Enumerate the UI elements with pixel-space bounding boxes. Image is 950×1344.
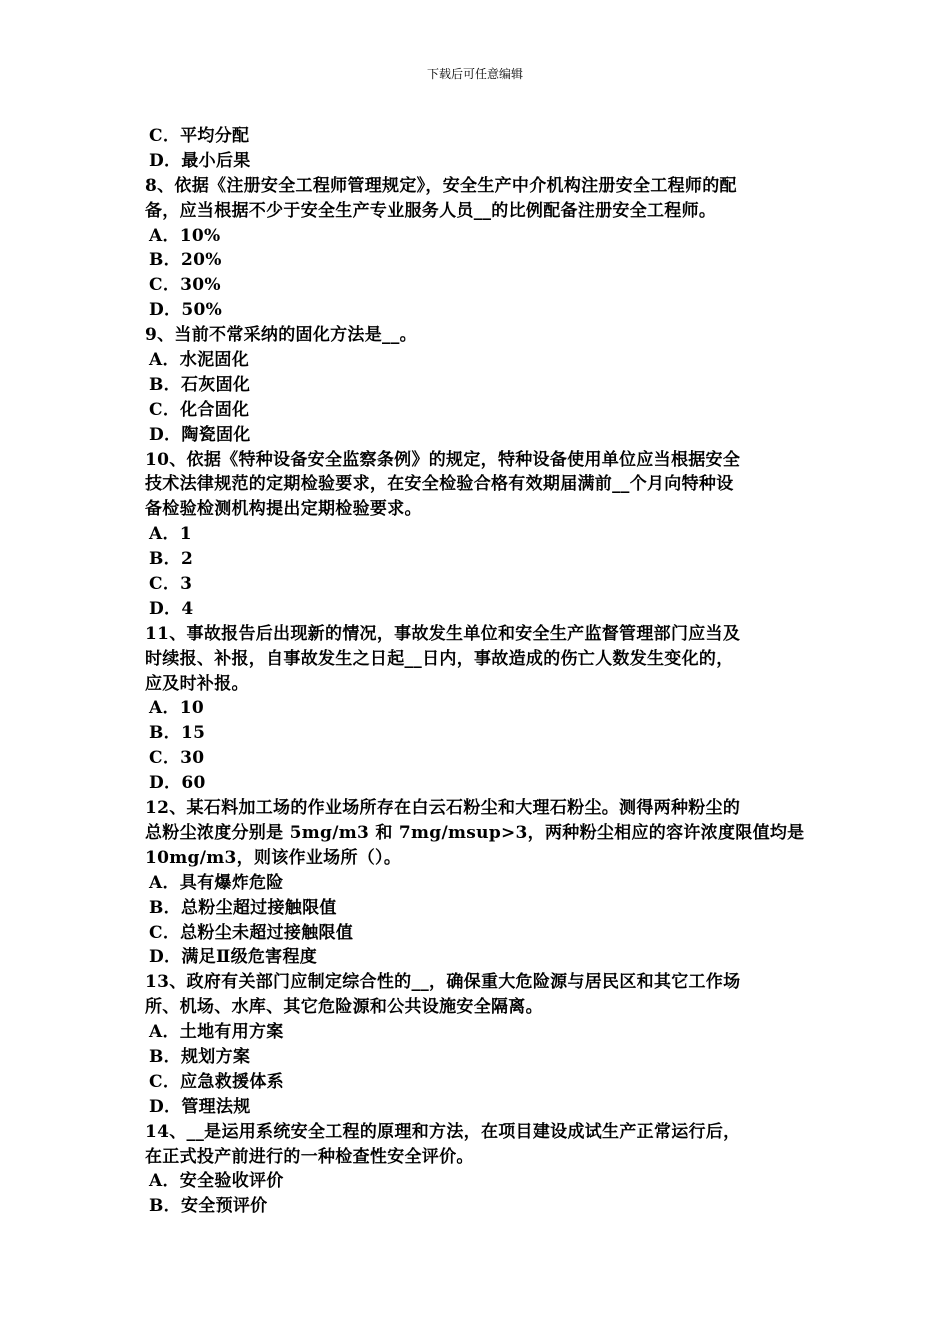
page-header-note: 下载后可任意编辑 (426, 67, 523, 81)
answer-option: C．化合固化 (149, 399, 250, 420)
answer-option: A．安全验收评价 (149, 1171, 284, 1192)
question-text-line: 总粉尘浓度分别是 5mg/m3 和 7mg/msup>3，两种粉尘相应的容许浓度限值均是 (145, 822, 805, 843)
question-text-line: 11、事故报告后出现新的情况，事故发生单位和安全生产监督管理部门应当及 (145, 623, 741, 644)
question-text-line: 10、依据《特种设备安全监察条例》的规定，特种设备使用单位应当根据安全 (145, 449, 741, 470)
question-text-line: 所、机场、水库、其它危险源和公共设施安全隔离。 (145, 997, 543, 1018)
answer-option: A．10 (149, 698, 205, 719)
question-text-line: 14、__是运用系统安全工程的原理和方法，在项目建设成试生产正常运行后， (145, 1121, 741, 1142)
answer-option: A．10% (149, 225, 221, 246)
answer-option: C．30% (149, 275, 221, 296)
question-text-line: 应及时补报。 (145, 673, 249, 694)
question-text-line: 备，应当根据不少于安全生产专业服务人员__的比例配备注册安全工程师。 (145, 200, 717, 221)
answer-option: B．规划方案 (149, 1046, 251, 1067)
question-text-line: 8、依据《注册安全工程师管理规定》，安全生产中介机构注册安全工程师的配 (145, 175, 737, 196)
answer-option: C．应急救援体系 (149, 1071, 284, 1092)
answer-option: A．具有爆炸危险 (149, 872, 284, 893)
answer-option: D．满足Ⅱ级危害程度 (149, 947, 318, 968)
question-text-line: 备检验检测机构提出定期检验要求。 (145, 499, 422, 520)
answer-option: B．20% (149, 250, 222, 271)
answer-option: D．4 (149, 598, 194, 619)
answer-option: C．平均分配 (149, 126, 250, 146)
question-text-line: 在正式投产前进行的一种检查性安全评价。 (145, 1146, 474, 1167)
answer-option: B．2 (149, 549, 194, 570)
answer-option: A．1 (149, 524, 192, 545)
answer-option: C．3 (149, 574, 193, 595)
answer-option: D．50% (149, 300, 223, 321)
question-text-line: 12、某石料加工场的作业场所存在白云石粉尘和大理石粉尘。测得两种粉尘的 (145, 798, 741, 819)
answer-option: B．石灰固化 (149, 374, 251, 395)
answer-option: A．土地有用方案 (149, 1022, 284, 1043)
answer-option: C．30 (149, 748, 205, 769)
question-text-line: 技术法律规范的定期检验要求，在安全检验合格有效期届满前__个月向特种设 (145, 474, 734, 495)
question-text-line: 9、当前不常采纳的固化方法是__。 (145, 325, 417, 346)
answer-option: D．管理法规 (149, 1096, 251, 1117)
answer-option: D．最小后果 (149, 150, 251, 171)
document-body (145, 124, 810, 1219)
answer-option: B．15 (149, 723, 206, 744)
question-text-line: 13、政府有关部门应制定综合性的__，确保重大危险源与居民区和其它工作场 (145, 972, 741, 993)
answer-option: A．水泥固化 (149, 350, 249, 371)
answer-option: B．安全预评价 (149, 1196, 268, 1217)
answer-option: C．总粉尘未超过接触限值 (149, 922, 354, 943)
question-text-line: 时续报、补报，自事故发生之日起__日内，事故造成的伤亡人数发生变化的， (145, 648, 734, 669)
answer-option: D．陶瓷固化 (149, 424, 251, 445)
answer-option: D．60 (149, 773, 206, 794)
answer-option: B．总粉尘超过接触限值 (149, 897, 337, 918)
question-text-line: 10mg/m3，则该作业场所（）。 (145, 847, 402, 868)
